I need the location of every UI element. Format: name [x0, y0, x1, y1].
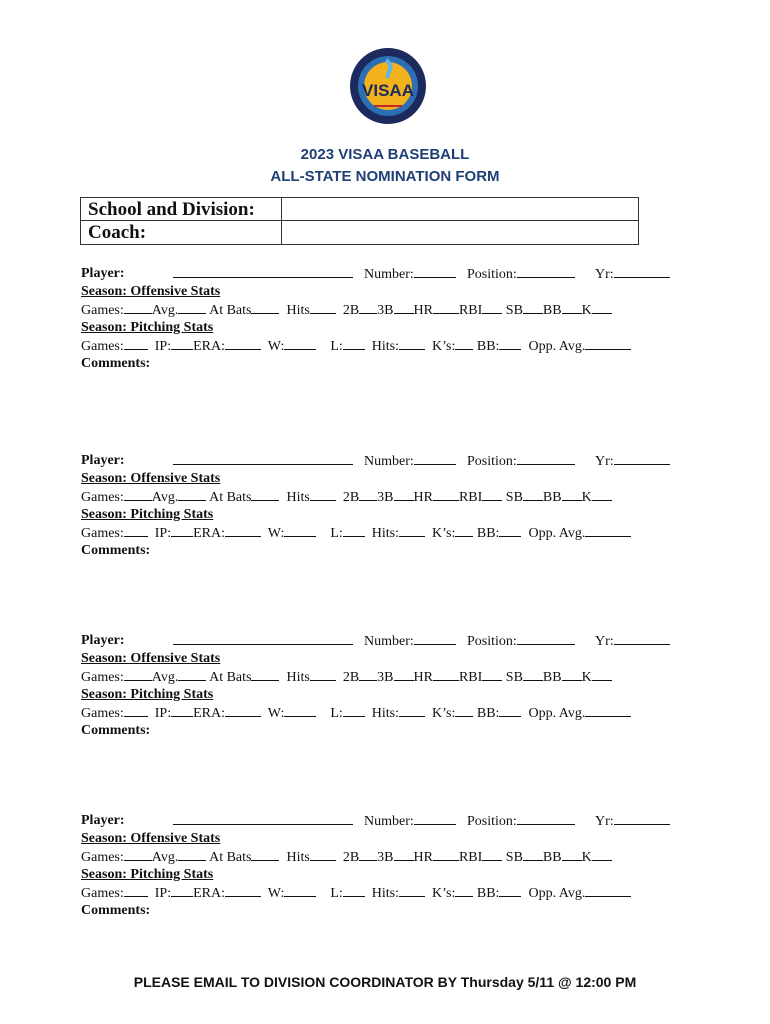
coach-label: Coach:	[88, 222, 147, 243]
number-label: Number:	[364, 267, 414, 282]
pitching-stats-heading: Season: Pitching Stats	[81, 320, 214, 335]
position-label: Position:	[467, 454, 517, 469]
player-block	[81, 812, 681, 922]
player-block	[81, 452, 681, 562]
comments-label: Comments:	[81, 723, 151, 738]
yr-field[interactable]	[614, 452, 670, 465]
position-field[interactable]	[517, 452, 575, 465]
number-field[interactable]	[414, 452, 456, 465]
visaa-logo	[346, 46, 430, 126]
pitching-stats-heading: Season: Pitching Stats	[81, 507, 214, 522]
player-label: Player:	[81, 266, 125, 281]
position-field[interactable]	[517, 812, 575, 825]
player-name-field[interactable]	[173, 632, 353, 645]
pitching-stats-heading: Season: Pitching Stats	[81, 687, 214, 702]
yr-field[interactable]	[614, 265, 670, 278]
form-subtitle: ALL-STATE NOMINATION FORM	[270, 168, 500, 185]
offensive-stats-row: Games: Avg. At Bats Hits 2B 3B HR RBI SB BB K	[81, 848, 612, 866]
player-name-field[interactable]	[173, 452, 353, 465]
number-label: Number:	[364, 634, 414, 649]
pitching-stats-row: Games: IP: ERA: W: L: Hits: K’s: BB: Opp. Avg.	[81, 884, 631, 902]
player-label: Player:	[81, 813, 125, 828]
offensive-stats-row: Games: Avg. At Bats Hits 2B 3B HR RBI SB BB K	[81, 301, 612, 319]
yr-label: Yr:	[595, 634, 614, 649]
yr-field[interactable]	[614, 812, 670, 825]
player-name-field[interactable]	[173, 812, 353, 825]
pitching-stats-row: Games: IP: ERA: W: L: Hits: K’s: BB: Opp. Avg.	[81, 337, 631, 355]
player-name-field[interactable]	[173, 265, 353, 278]
number-label: Number:	[364, 454, 414, 469]
player-label: Player:	[81, 453, 125, 468]
number-label: Number:	[364, 814, 414, 829]
comments-label: Comments:	[81, 356, 151, 371]
yr-label: Yr:	[595, 454, 614, 469]
footer-instructions: PLEASE EMAIL TO DIVISION COORDINATOR BY Thursday 5/11 @ 12:00 PM	[133, 974, 637, 990]
pitching-stats-heading: Season: Pitching Stats	[81, 867, 214, 882]
player-block	[81, 632, 681, 742]
offensive-stats-row: Games: Avg. At Bats Hits 2B 3B HR RBI SB BB K	[81, 488, 612, 506]
pitching-stats-row: Games: IP: ERA: W: L: Hits: K’s: BB: Opp. Avg.	[81, 704, 631, 722]
form-title: 2023 VISAA BASEBALL	[300, 146, 470, 163]
offensive-stats-heading: Season: Offensive Stats	[81, 284, 221, 299]
position-field[interactable]	[517, 632, 575, 645]
yr-label: Yr:	[595, 267, 614, 282]
yr-label: Yr:	[595, 814, 614, 829]
number-field[interactable]	[414, 265, 456, 278]
pitching-stats-row: Games: IP: ERA: W: L: Hits: K’s: BB: Opp. Avg.	[81, 524, 631, 542]
offensive-stats-heading: Season: Offensive Stats	[81, 471, 221, 486]
offensive-stats-heading: Season: Offensive Stats	[81, 651, 221, 666]
position-label: Position:	[467, 267, 517, 282]
yr-field[interactable]	[614, 632, 670, 645]
position-field[interactable]	[517, 265, 575, 278]
player-label: Player:	[81, 633, 125, 648]
number-field[interactable]	[414, 812, 456, 825]
number-field[interactable]	[414, 632, 456, 645]
offensive-stats-heading: Season: Offensive Stats	[81, 831, 221, 846]
school-info-table	[80, 197, 639, 245]
school-division-label: School and Division:	[81, 198, 281, 221]
position-label: Position:	[467, 634, 517, 649]
comments-label: Comments:	[81, 543, 151, 558]
position-label: Position:	[467, 814, 517, 829]
player-block	[81, 265, 681, 375]
svg-text:VISAA: VISAA	[362, 81, 414, 100]
offensive-stats-row: Games: Avg. At Bats Hits 2B 3B HR RBI SB BB K	[81, 668, 612, 686]
comments-label: Comments:	[81, 903, 151, 918]
